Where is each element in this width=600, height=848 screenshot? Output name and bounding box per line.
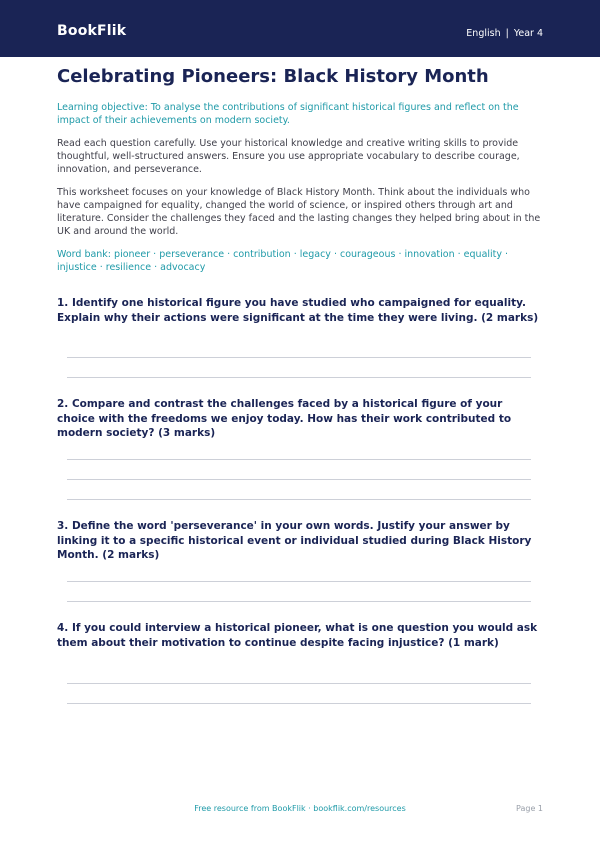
meta-separator: | xyxy=(505,28,509,39)
answer-line[interactable] xyxy=(67,703,531,704)
question-2 xyxy=(57,397,543,441)
answer-line[interactable] xyxy=(67,683,531,684)
question-text: 2. Compare and contrast the challenges faced by a historical figure of your choice with the freedoms we enjoy today. How has their work contributed to modern society? (3 marks) xyxy=(57,398,512,439)
answer-line[interactable] xyxy=(67,581,531,582)
brand-logo[interactable]: BookFlik xyxy=(57,23,127,39)
answer-line[interactable] xyxy=(67,479,531,480)
intro-section xyxy=(57,66,543,274)
question-text: 1. Identify one historical figure you have studied who campaigned for equality. Explain why their actions were significant at the time they were living. (2 marks) xyxy=(57,297,539,324)
word-bank: Word bank: pioneer · perseverance · contribution · legacy · courageous · innovation · equality · injustice · resilience · advocacy xyxy=(57,249,509,273)
subject-label: English xyxy=(466,28,501,39)
answer-line[interactable] xyxy=(67,601,531,602)
question-3 xyxy=(57,519,543,563)
question-4 xyxy=(57,621,543,650)
subject-year xyxy=(466,28,543,39)
page-title: Celebrating Pioneers: Black History Month xyxy=(57,66,489,87)
year-label: Year 4 xyxy=(513,28,543,39)
footer-source[interactable]: Free resource from BookFlik · bookflik.com/resources xyxy=(194,804,406,813)
question-text: 4. If you could interview a historical pioneer, what is one question you would ask them about their motivation to continue despite facing injustice? (1 mark) xyxy=(57,622,538,649)
answer-line[interactable] xyxy=(67,377,531,378)
learning-objective: Learning objective: To analyse the contributions of significant historical figures and reflect on the impact of their achievements on modern society. xyxy=(57,102,519,126)
page-number: Page 1 xyxy=(516,804,543,813)
answer-line[interactable] xyxy=(67,357,531,358)
header-bar xyxy=(0,0,600,57)
question-1 xyxy=(57,296,543,325)
answer-line[interactable] xyxy=(67,499,531,500)
answer-line[interactable] xyxy=(67,459,531,460)
instructions-paragraph: Read each question carefully. Use your historical knowledge and creative writing skills to provide thoughtful, well-structured answers. Ensure you use appropriate vocabulary to describe courage, innovation, and perseverance. xyxy=(57,138,520,175)
question-text: 3. Define the word 'perseverance' in your own words. Justify your answer by linking it to a specific historical event or individual studied during Black History Month. (2 marks) xyxy=(57,520,532,561)
context-paragraph: This worksheet focuses on your knowledge of Black History Month. Think about the individuals who have campaigned for equality, changed the world of science, or inspired others through art and literature. Consider the challenges they faced and the lasting changes they helped bring about in the UK and around the world. xyxy=(57,187,541,237)
